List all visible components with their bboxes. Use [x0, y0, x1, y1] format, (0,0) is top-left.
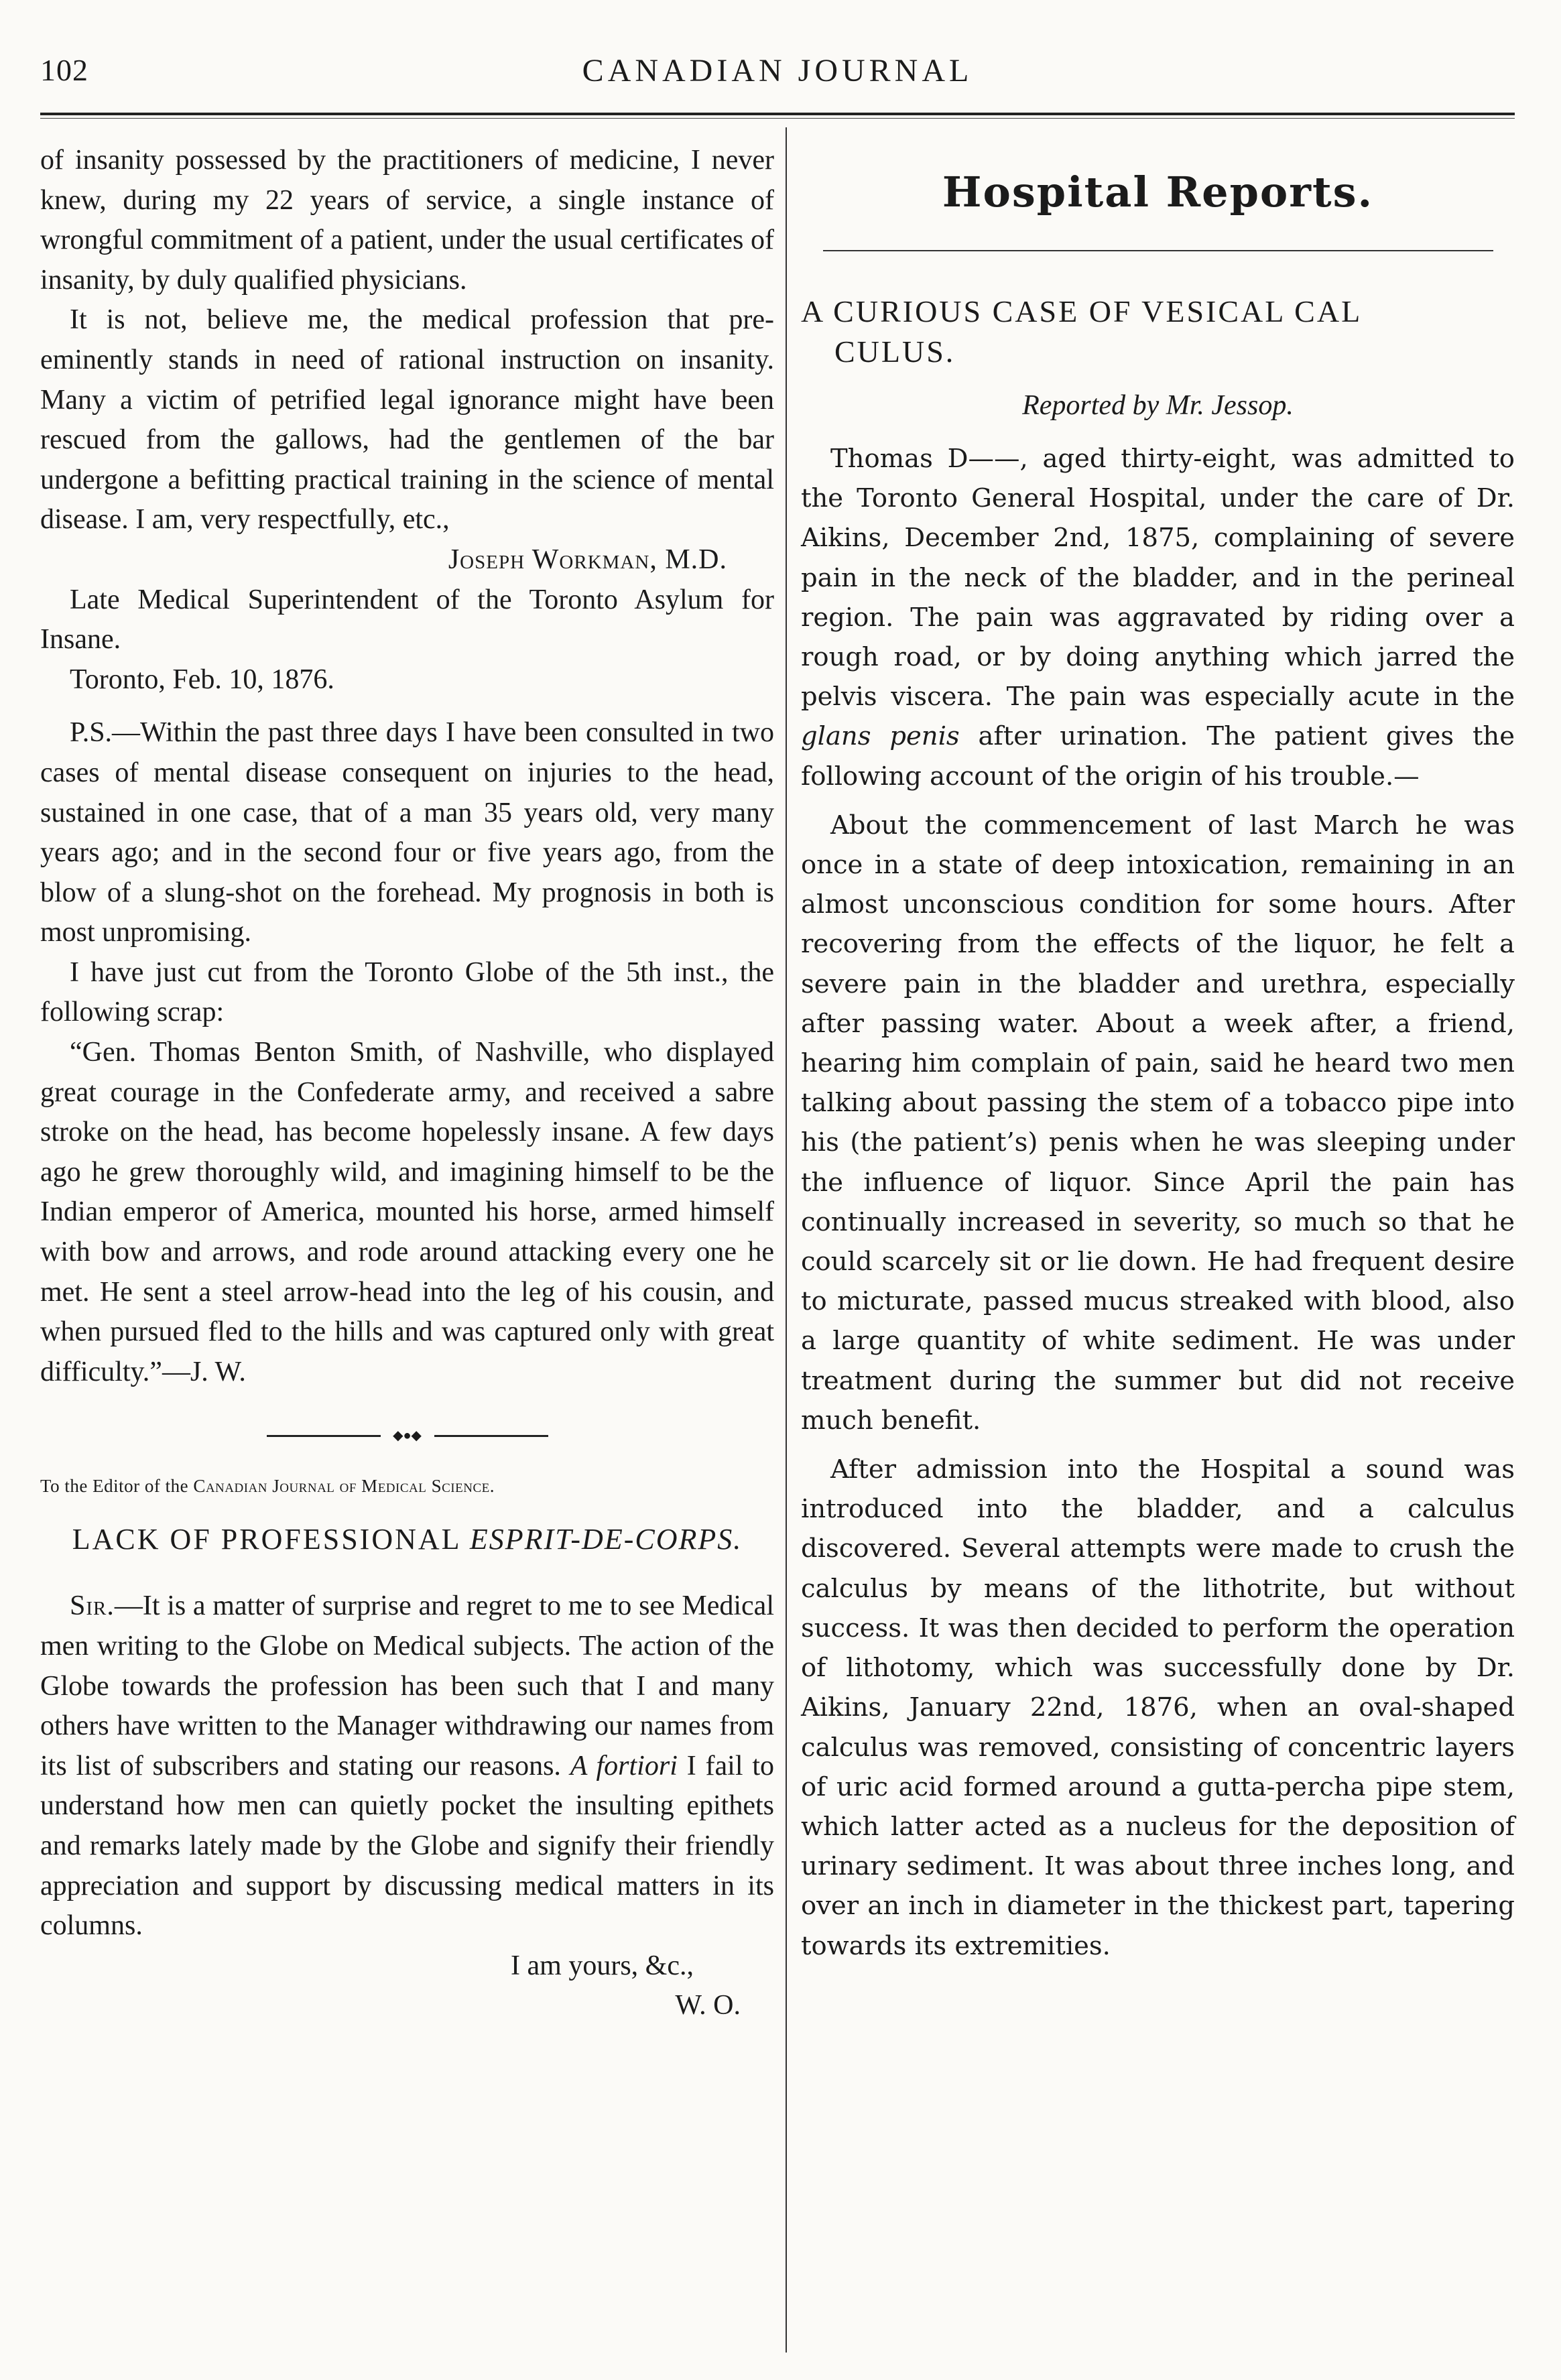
case-paragraph: After admission into the Hospital a sound was introduced into the bladder, and a calculus discovered. Several attempts were made to crush the calculus by means of the lithotrite, but without success. It was then decided to perform the operation of lithotomy, which was successfully done by Dr. Aikins, January 22nd, 1876, when an oval-shaped calculus was removed, consisting of concentric layers of uric acid formed around a gutta-percha pipe stem, which latter acted as a nucleus for the deposition of urinary sediment. It was about three inches long, and over an inch in diameter in the thickest part, tapering towards its extremities. [801, 1454, 1515, 1961]
page-number: 102 [40, 53, 88, 87]
hospital-reports-title: Hospital Reports. [942, 168, 1374, 216]
case-title-line1: A CURIOUS CASE OF VESICAL CAL [801, 294, 1363, 328]
section-title-plain: LACK OF PROFESSIONAL [72, 1523, 470, 1556]
postscript-paragraph: I have just cut from the Toronto Globe of the 5th inst., the following scrap: [40, 956, 774, 1028]
signature-name [40, 540, 774, 580]
letter-paragraph: of insanity possessed by the practitioners of medicine, I never knew, during my 22 years of service, a single instance of wrongful commitment of a patient, under the usual certificates of insanity, by duly qualified physicians. [40, 145, 774, 296]
postscript-paragraph: P.S.—Within the past three days I have been consulted in two cases of mental disease consequent on injuries to the head, sustained in one case, that of a man 35 years old, very many years ago; and in the second four or five years ago, from the blow of a slung-shot on the forehead. My prognosis in both is most unpromising. [40, 717, 774, 948]
running-head [40, 52, 1515, 99]
column-divider [786, 127, 787, 2353]
ornament-bar-left [267, 1435, 381, 1437]
case-title-line2: CULUS. [834, 334, 956, 369]
editor-address [40, 1473, 774, 1499]
ornament-divider [267, 1428, 548, 1444]
journal-title: CANADIAN JOURNAL [582, 53, 973, 88]
spacer [801, 796, 1515, 806]
editor-address-journal: Canadian Journal of Medical Science. [193, 1476, 495, 1497]
letter-body [40, 1586, 774, 1946]
letter-body-italic: A fortiori [570, 1750, 678, 1781]
initials: W. O. [675, 1990, 741, 2021]
quoted-scrap: “Gen. Thomas Benton Smith, of Nashville, who displayed great courage in the Confederate army, and received a sabre stroke on the head, has become hopelessly insane. A few days ago he grew thoroughly wild, and imagining himself to be the Indian emperor of America, mounted his horse, armed himself with bow and arrows, and rode around attacking every one he met. He sent a steel arrow-head into the leg of his cousin, and when pursued fled to the hills and was captured only with great difficulty.”—J. W. [40, 1037, 774, 1387]
case-paragraph-italic: glans penis [801, 721, 960, 752]
section-title-italic: ESPRIT-DE-CORPS. [469, 1523, 743, 1556]
signature-title: Late Medical Superintendent of the Toronto Asylum for Insane. [40, 584, 774, 655]
case-paragraph-text-a: Thomas D——, aged thirty-eight, was admitted to the Toronto General Hospital, under the care of Dr. Aikins, December 2nd, 1875, complaining of severe pain in the neck of the bladder, and in the perineal region. The pain was aggravated by riding over a rough road, or by doing anything which jarred the pelvis viscera. The pain was especially acute in the [801, 444, 1515, 712]
ornament-bar-right [434, 1435, 548, 1437]
signature-name-text: Joseph Workman, M.D. [448, 544, 727, 575]
letter-body-text-1: —It is a matter of surprise and regret to me to see Medical men writing to the Globe on Medical subjects. The action of the Globe towards the profession has been such that I and many others have written to the Manager withdrawing our names from its list of subscribers and stating our reasons. [40, 1590, 774, 1781]
reporter-credit: Reported by Mr. Jessop. [1022, 390, 1294, 421]
section-rule [823, 250, 1493, 251]
ornament-center: ◆●◆ [393, 1428, 422, 1444]
case-paragraph-text-b: after urination. The patient gives the following account of the origin of his trouble.— [801, 721, 1515, 792]
signature-place-date: Toronto, Feb. 10, 1876. [70, 664, 334, 695]
case-paragraph: About the commencement of last March he was once in a state of deep intoxication, remaining in an almost unconscious condition for some hours. After recovering from the effects of the liquor, he felt a severe pain in the bladder and urethra, especially after passing water. About a week after, a friend, hearing him complain of pain, said he heard two men talking about passing the stem of a tobacco pipe into his (the patient’s) penis when he was sleeping under the influence of liquor. Since April the pain has continually increased in severity, so much so that he could scarcely sit or lie down. He had frequent desire to micturate, passed mucus streaked with blood, also a large quantity of white sediment. He was under treatment during the summer but did not receive much benefit. [801, 810, 1515, 1436]
editor-address-prefix: To the Editor of the [40, 1476, 194, 1497]
closing: I am yours, &c., [511, 1950, 694, 1981]
salutation: Sir. [70, 1590, 115, 1622]
spacer [801, 1440, 1515, 1450]
right-column [801, 141, 1515, 1966]
case-paragraph [801, 439, 1515, 796]
header-rule [40, 113, 1515, 115]
letter-paragraph: It is not, believe me, the medical profession that pre-eminently stands in need of rational instruction on insanity. Many a victim of petrified legal ignorance might have been rescued from the gallows, had the gentlemen of the bar undergone a befitting practical training in the science of mental disease. I am, very respectfully, etc., [40, 304, 774, 536]
spacer [40, 700, 774, 713]
left-column [40, 141, 774, 2026]
letter-body-text-2: I fail to understand how men can quietly pocket the insulting epithets and remarks lately made by the Globe and signify their friendly appreciation and support by discussing medical matters in its columns. [40, 1750, 775, 1942]
header-rule-thin [40, 118, 1515, 119]
case-title [801, 292, 1515, 372]
section-title [40, 1519, 774, 1560]
